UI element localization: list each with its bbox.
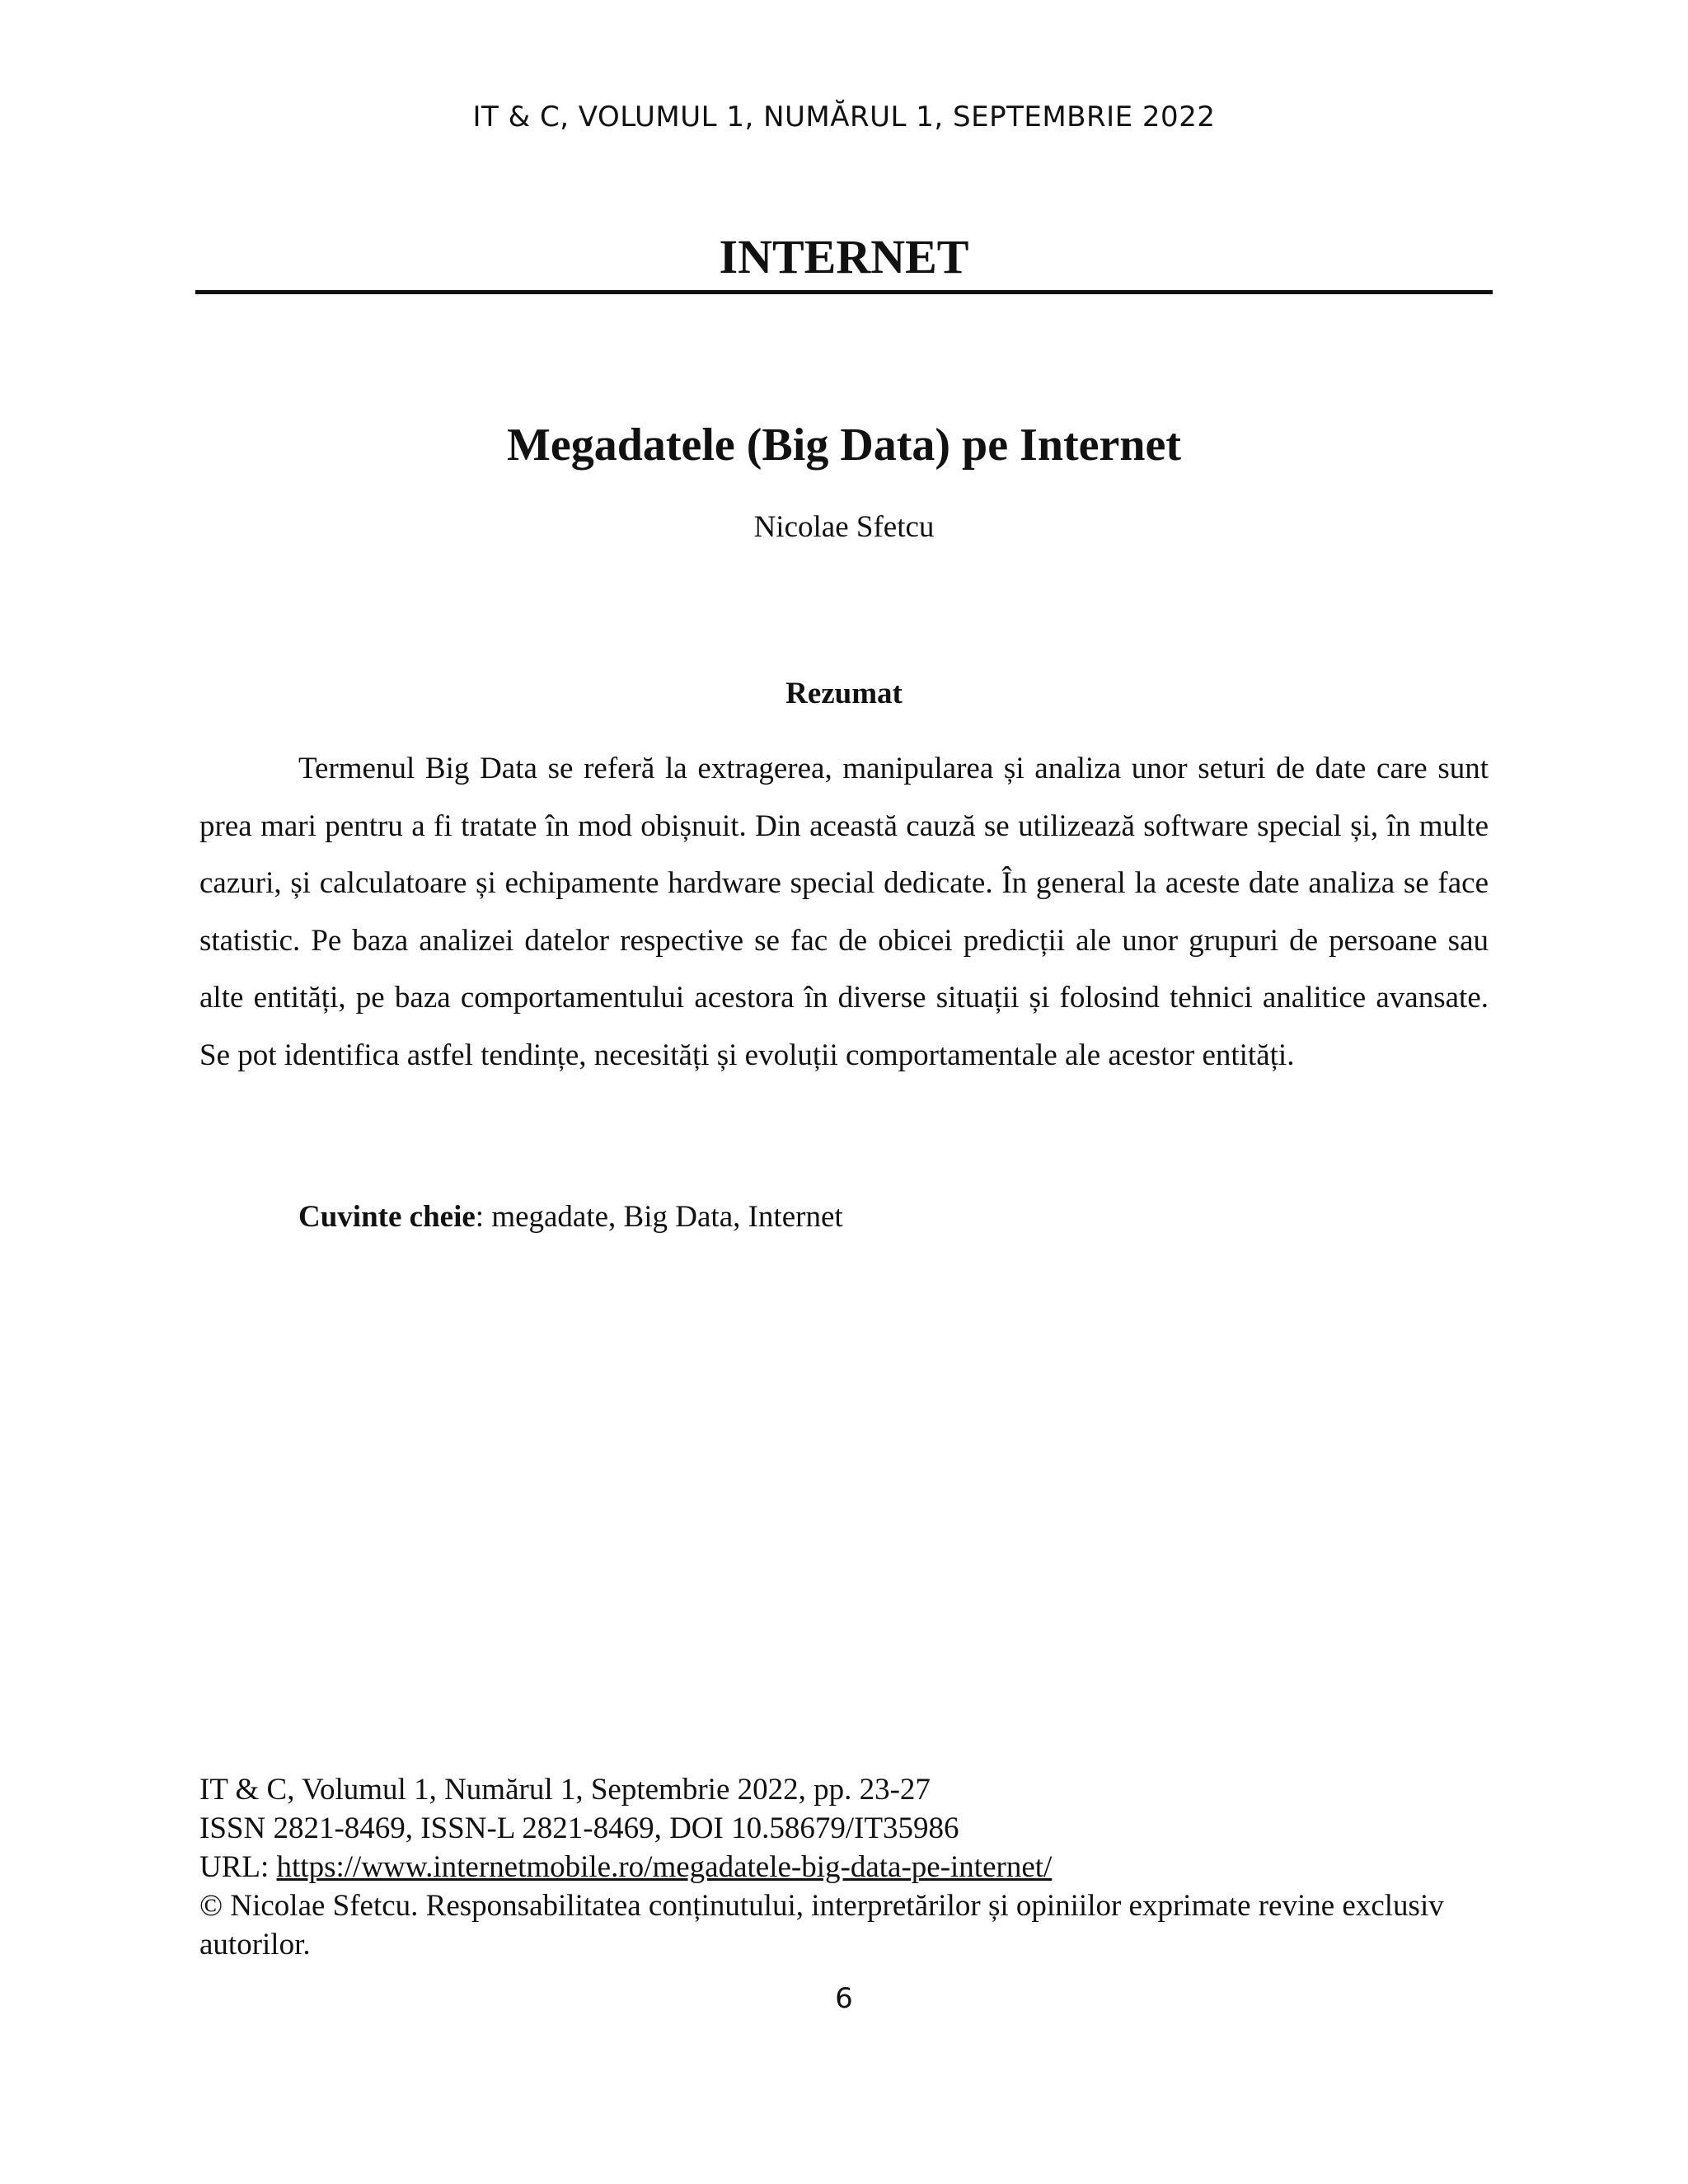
- citation-issn-line: ISSN 2821-8469, ISSN-L 2821-8469, DOI 10.58679/IT35986: [199, 1811, 959, 1845]
- article-title: Megadatele (Big Data) pe Internet: [506, 419, 1181, 471]
- keywords-values: megadate, Big Data, Internet: [491, 1200, 843, 1234]
- abstract-heading: Rezumat: [785, 677, 903, 710]
- abstract-text: Termenul Big Data se referă la extragerea, manipularea și analiza unor seturi de date care sunt prea mari pentru a fi tratate în mod obișnuit. Din această cauză se utilizează software special și, în multe cazuri, și calculatoare și echipamente hardware special dedicate. În general la aceste date analiza se face statistic. Pe baza analizei datelor respective se fac de obicei predicții ale unor grupuri de persoane sau alte entități, pe baza comportamentului acestora în diverse situații și folosind tehnici analitice avansate. Se pot identifica astfel tendințe, necesități și evoluții comportamentale ale acestor entități.: [199, 752, 1489, 1072]
- keywords-line: [298, 1199, 843, 1235]
- citation-journal-line: IT & C, Volumul 1, Numărul 1, Septembrie 2022, pp. 23-27: [199, 1773, 931, 1807]
- citation-block: [199, 1770, 1502, 1964]
- running-header: IT & C, VOLUMUL 1, NUMĂRUL 1, SEPTEMBRIE 2022: [472, 101, 1216, 134]
- section-divider: [195, 290, 1493, 294]
- section-title: INTERNET: [719, 230, 969, 284]
- citation-url-label: URL:: [199, 1850, 277, 1884]
- citation-url-link[interactable]: https://www.internetmobile.ro/megadatele-big-data-pe-internet/: [276, 1850, 1053, 1884]
- keywords-label: Cuvinte cheie: [298, 1200, 476, 1234]
- article-author: Nicolae Sfetcu: [753, 510, 935, 544]
- page-number: 6: [835, 1982, 853, 2015]
- citation-copyright: © Nicolae Sfetcu. Responsabilitatea conținutului, interpretărilor și opiniilor exprimate revine exclusiv autorilor.: [199, 1889, 1444, 1961]
- keywords-separator: :: [475, 1200, 492, 1234]
- citation-url-line: [199, 1848, 1502, 1886]
